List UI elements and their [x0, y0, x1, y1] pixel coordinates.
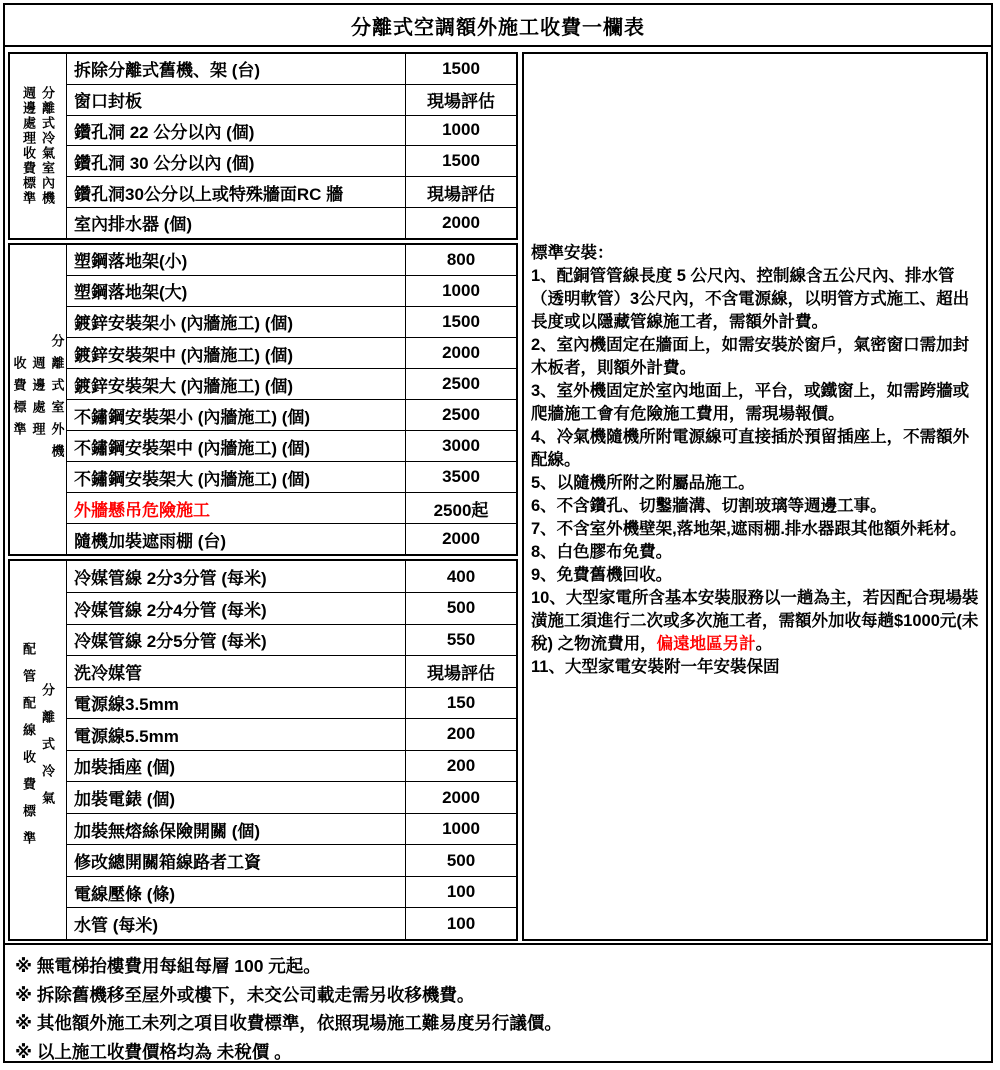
section-sidebar — [10, 561, 67, 939]
fee-row — [67, 208, 516, 238]
fee-row — [67, 338, 516, 369]
fee-row — [67, 85, 516, 116]
sidebar-vertical-label: 週邊處理 — [30, 355, 46, 444]
fee-price: 現場評估 — [427, 92, 495, 112]
footer-note: ※ 拆除舊機移至屋外或樓下，未交公司載走需另收移機費。 — [15, 984, 475, 1005]
fee-row — [67, 719, 516, 751]
fee-row — [67, 116, 516, 147]
footer-note: ※ 無電梯抬樓費用每組每層 100 元起。 — [15, 956, 321, 976]
fee-item-label: 電源線3.5mm — [67, 688, 406, 719]
fee-table-page — [3, 3, 993, 1063]
note-line: 6、不含鑽孔、切鑿牆溝、切割玻璃等週邊工事。 — [531, 497, 887, 515]
fee-item-label: 窗口封板 — [67, 85, 406, 115]
fee-rows — [67, 245, 516, 555]
fee-price: 200 — [446, 724, 476, 744]
fee-price: 500 — [446, 598, 476, 618]
note-line: 9、免費舊機回收。 — [531, 566, 673, 584]
main-content — [5, 47, 991, 943]
fee-price: 現場評估 — [427, 184, 495, 204]
footer-notes — [5, 943, 991, 1061]
fee-item-label: 鑽孔洞 30 公分以內 (個) — [67, 146, 406, 176]
fee-price: 1500 — [442, 58, 480, 78]
fee-price: 2000 — [442, 787, 480, 807]
fee-row — [67, 245, 516, 276]
fee-item-label: 鑽孔洞30公分以上或特殊牆面RC 牆 — [67, 177, 406, 207]
notes-heading: 標準安裝： — [531, 244, 614, 262]
fee-row — [67, 462, 516, 493]
fee-price: 3500 — [442, 467, 480, 487]
note-line: 4、冷氣機隨機所附電源線可直接插於預留插座上，不需額外配線。 — [531, 428, 970, 469]
fee-item-label: 修改總開關箱線路者工資 — [67, 845, 406, 876]
fee-row — [67, 561, 516, 593]
note-text: 10、大型家電所含基本安裝服務以一趟為主，若因配合現場裝潢施工須進行二次或多次施工者，需額外加收每趟$1000元(未稅) 之物流費用， — [531, 589, 979, 653]
footer-note: ※ 其他額外施工未列之項目收費標準，依照現場施工難易度另行議價。 — [15, 1013, 562, 1033]
fee-item-label: 鍍鋅安裝架小 (內牆施工) (個) — [67, 307, 406, 337]
fee-row — [67, 177, 516, 208]
note-highlight-red: 偏遠地區另計 — [656, 635, 756, 653]
fee-item-label: 加裝無熔絲保險開關 (個) — [67, 814, 406, 845]
fee-item-label: 冷媒管線 2分5分管 (每米) — [67, 625, 406, 656]
sidebar-vertical-label: 週邊處理收費標準 — [21, 85, 36, 206]
fee-row — [67, 751, 516, 783]
fee-item-label: 加裝插座 (個) — [67, 751, 406, 782]
note-text: 。 — [755, 635, 773, 653]
note-line: 2、室內機固定在牆面上，如需安裝於窗戶，氣密窗口需加封木板者，則額外計費。 — [531, 336, 970, 377]
fee-row — [67, 400, 516, 431]
fee-row — [67, 877, 516, 909]
fee-row — [67, 276, 516, 307]
fee-item-label: 室內排水器 (個) — [67, 208, 406, 238]
fee-item-label: 冷媒管線 2分3分管 (每米) — [67, 561, 406, 592]
fee-row — [67, 814, 516, 846]
fee-price: 500 — [446, 850, 476, 870]
sidebar-vertical-label: 分離式冷氣室內機 — [40, 85, 55, 206]
fee-price: 現場評估 — [427, 663, 495, 683]
sidebar-vertical-label: 分離式室外機 — [49, 333, 65, 466]
fee-item-label-red: 外牆懸吊危險施工 — [67, 493, 406, 523]
fee-price: 1000 — [442, 819, 480, 839]
fee-item-label: 塑鋼落地架(大) — [67, 276, 406, 306]
fee-price: 1500 — [442, 151, 480, 171]
sidebar-vertical-label: 配管配線收費標準 — [21, 642, 36, 859]
fee-price: 100 — [446, 913, 476, 933]
fee-item-label: 不鏽鋼安裝架小 (內牆施工) (個) — [67, 400, 406, 430]
fee-tables-column — [8, 52, 518, 941]
fee-price: 3000 — [442, 436, 480, 456]
fee-row — [67, 688, 516, 720]
footer-note: ※ 以上施工收費價格均為 未稅價 。 — [15, 1041, 292, 1062]
note-line — [531, 587, 981, 656]
fee-item-label: 鑽孔洞 22 公分以內 (個) — [67, 116, 406, 146]
fee-row — [67, 307, 516, 338]
fee-price: 800 — [446, 249, 476, 269]
note-line: 3、室外機固定於室內地面上，平台，或鐵窗上，如需跨牆或爬牆施工會有危險施工費用，需現場報價。 — [531, 382, 970, 423]
fee-item-label: 電線壓條 (條) — [67, 877, 406, 908]
note-line: 11、大型家電安裝附一年安裝保固 — [531, 658, 780, 676]
fee-item-label: 拆除分離式舊機、架 (台) — [67, 54, 406, 84]
fee-item-label: 水管 (每米) — [67, 908, 406, 939]
fee-item-label: 不鏽鋼安裝架大 (內牆施工) (個) — [67, 462, 406, 492]
fee-price: 2000 — [442, 343, 480, 362]
fee-row — [67, 908, 516, 939]
fee-item-label: 隨機加裝遮雨棚 (台) — [67, 524, 406, 554]
sidebar-vertical-label: 收費標準 — [11, 355, 27, 444]
fee-item-label: 鍍鋅安裝架中 (內牆施工) (個) — [67, 338, 406, 368]
fee-row — [67, 54, 516, 85]
fee-row — [67, 782, 516, 814]
section-sidebar — [10, 245, 67, 555]
fee-item-label: 塑鋼落地架(小) — [67, 245, 406, 275]
fee-price: 550 — [446, 629, 476, 649]
section-outdoor-unit — [8, 243, 518, 557]
sidebar-vertical-label: 分離式冷氣 — [40, 682, 55, 818]
fee-item-label: 電源線5.5mm — [67, 719, 406, 750]
fee-price: 2500起 — [433, 500, 489, 520]
fee-row-danger — [67, 493, 516, 524]
section-piping-wiring — [8, 559, 518, 941]
fee-price: 2000 — [442, 529, 480, 549]
fee-item-label: 洗冷媒管 — [67, 656, 406, 687]
fee-row — [67, 431, 516, 462]
note-line: 7、不含室外機壁架,落地架,遮雨棚.排水器跟其他額外耗材。 — [531, 520, 967, 538]
fee-row — [67, 524, 516, 554]
fee-row — [67, 369, 516, 400]
fee-item-label: 不鏽鋼安裝架中 (內牆施工) (個) — [67, 431, 406, 461]
fee-price: 150 — [446, 692, 476, 712]
fee-price: 2500 — [442, 405, 480, 425]
fee-price: 400 — [446, 566, 476, 586]
fee-row — [67, 845, 516, 877]
page-title: 分離式空調額外施工收費一欄表 — [5, 5, 991, 47]
fee-row — [67, 593, 516, 625]
note-line: 1、配銅管管線長度 5 公尺內、控制線含五公尺內、排水管（透明軟管）3公尺內，不含電源線，以明管方式施工、超出長度或以隱藏管線施工者，需額外計費。 — [531, 267, 970, 331]
note-line: 8、白色膠布免費。 — [531, 543, 673, 561]
fee-price: 1000 — [442, 280, 480, 300]
fee-row — [67, 656, 516, 688]
fee-price: 200 — [446, 755, 476, 775]
fee-price: 2000 — [442, 212, 480, 232]
fee-price: 1000 — [442, 120, 480, 140]
fee-item-label: 加裝電錶 (個) — [67, 782, 406, 813]
section-indoor-unit — [8, 52, 518, 240]
standard-install-notes-panel — [522, 52, 988, 941]
note-line: 5、以隨機所附之附屬品施工。 — [531, 474, 755, 492]
section-sidebar — [10, 54, 67, 238]
fee-row — [67, 146, 516, 177]
fee-rows — [67, 561, 516, 939]
fee-row — [67, 625, 516, 657]
fee-price: 100 — [446, 882, 476, 902]
fee-price: 1500 — [442, 311, 480, 331]
fee-item-label: 鍍鋅安裝架大 (內牆施工) (個) — [67, 369, 406, 399]
fee-item-label: 冷媒管線 2分4分管 (每米) — [67, 593, 406, 624]
fee-rows — [67, 54, 516, 238]
fee-price: 2500 — [442, 374, 480, 394]
